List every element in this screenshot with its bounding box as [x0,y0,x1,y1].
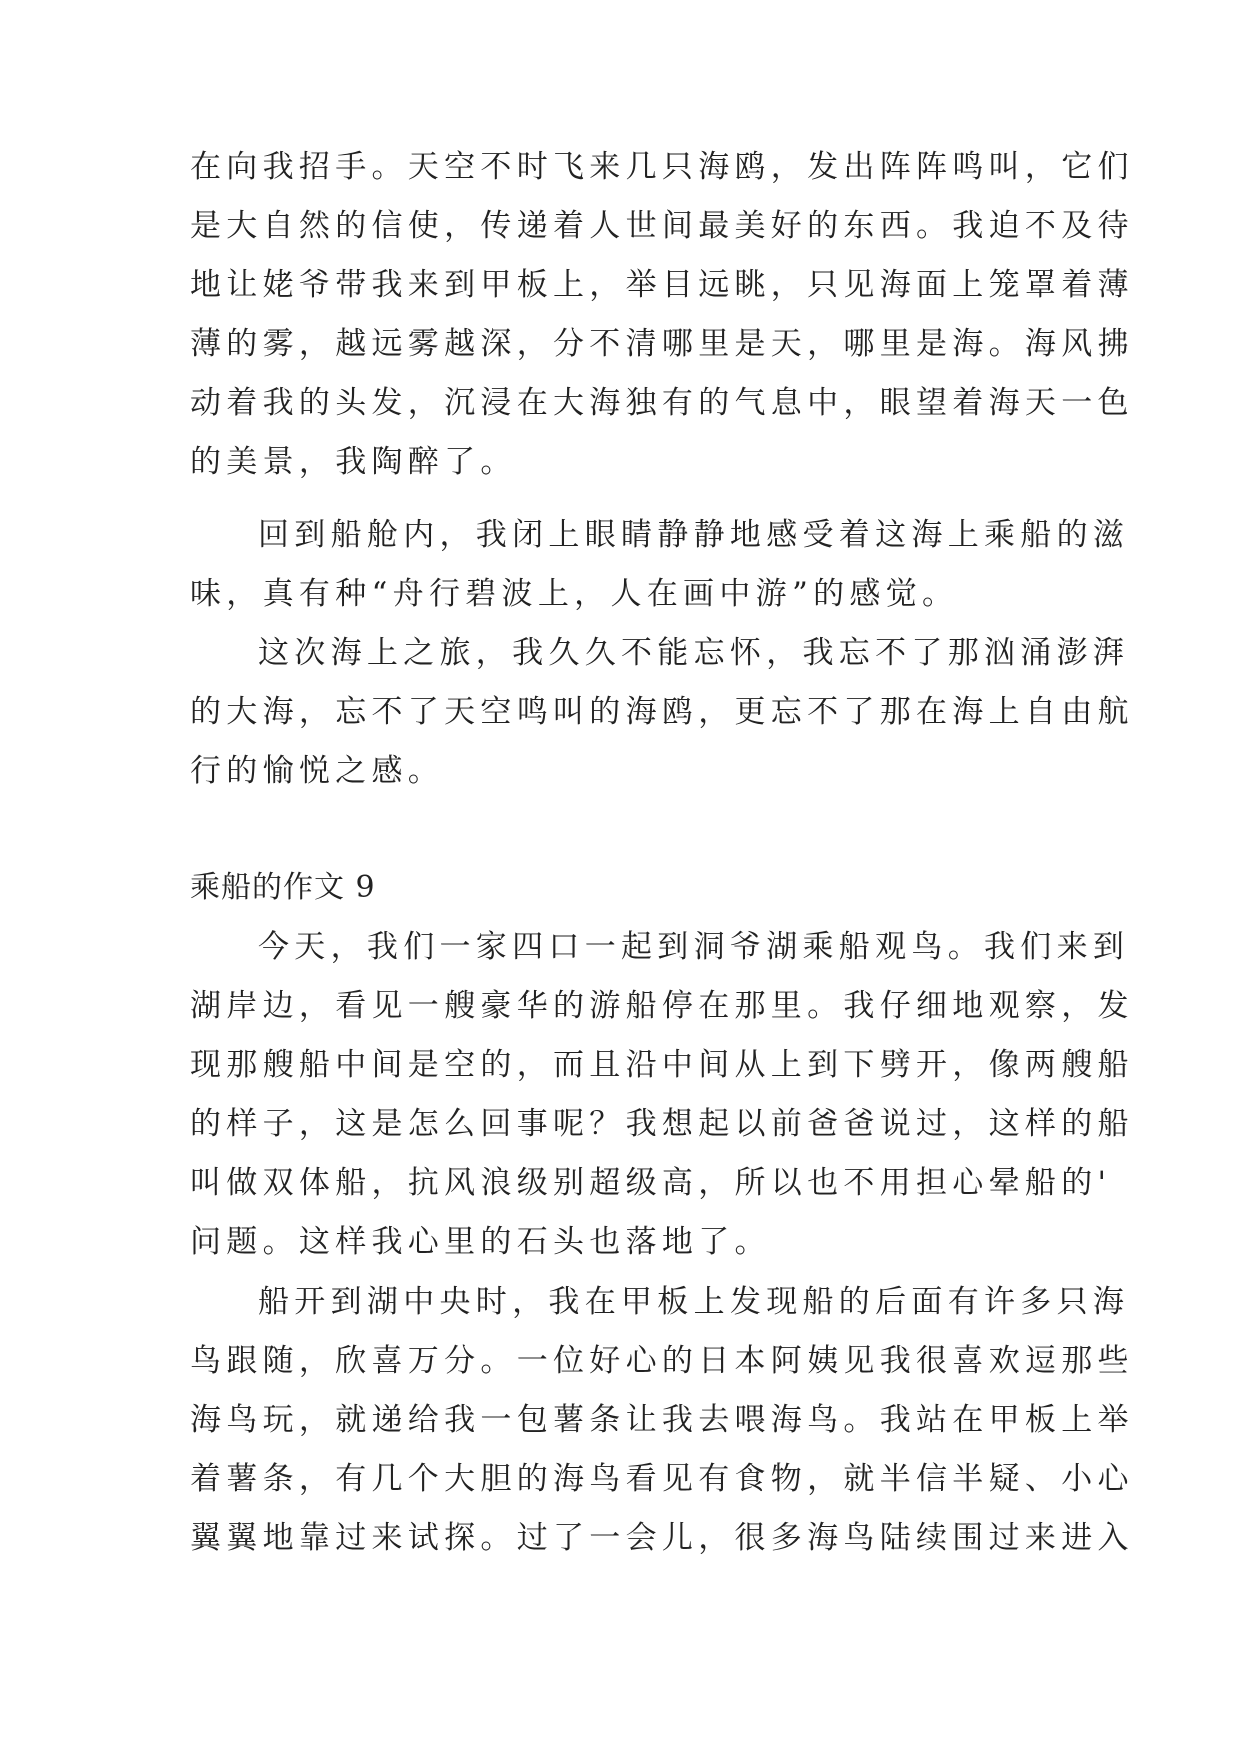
text-line: 行的愉悦之感。 [190,753,445,789]
text-line: 船开到湖中央时，我在甲板上发现船的后面有许多只海 [258,1284,1130,1320]
text-line: 鸟跟随，欣喜万分。一位好心的日本阿姨见我很喜欢逗那些 [190,1343,1134,1379]
section-title: 乘船的作文 9 [190,870,376,905]
text-line: 现那艘船中间是空的，而且沿中间从上到下劈开，像两艘船 [190,1047,1134,1083]
text-line: 味，真有种“舟行碧波上，人在画中游”的感觉。 [190,576,959,612]
text-line: 是大自然的信使，传递着人世间最美好的东西。我迫不及待 [190,208,1134,244]
text-line: 今天，我们一家四口一起到洞爷湖乘船观鸟。我们来到 [258,929,1130,965]
text-line: 动着我的头发，沉浸在大海独有的气息中，眼望着海天一色 [190,385,1134,421]
text-line: 的样子，这是怎么回事呢？我想起以前爸爸说过，这样的船 [190,1106,1134,1142]
text-line: 在向我招手。天空不时飞来几只海鸥，发出阵阵鸣叫，它们 [190,149,1134,185]
text-line: 湖岸边，看见一艘豪华的游船停在那里。我仔细地观察，发 [190,988,1134,1024]
text-line: 这次海上之旅，我久久不能忘怀，我忘不了那汹涌澎湃 [258,635,1130,671]
text-line: 问题。这样我心里的石头也落地了。 [190,1224,771,1260]
text-line: 海鸟玩，就递给我一包薯条让我去喂海鸟。我站在甲板上举 [190,1402,1134,1438]
text-line: 着薯条，有几个大胆的海鸟看见有食物，就半信半疑、小心 [190,1461,1134,1497]
text-line: 回到船舱内，我闭上眼睛静静地感受着这海上乘船的滋 [258,517,1130,553]
text-line: 地让姥爷带我来到甲板上，举目远眺，只见海面上笼罩着薄 [190,267,1134,303]
text-line: 薄的雾，越远雾越深，分不清哪里是天，哪里是海。海风拂 [190,326,1134,362]
text-line: 的大海，忘不了天空鸣叫的海鸥，更忘不了那在海上自由航 [190,694,1134,730]
text-line: 的美景，我陶醉了。 [190,444,517,480]
text-line: 叫做双体船，抗风浪级别超级高，所以也不用担心晕船的' [190,1165,1112,1201]
text-line: 翼翼地靠过来试探。过了一会儿，很多海鸟陆续围过来进入 [190,1520,1134,1556]
